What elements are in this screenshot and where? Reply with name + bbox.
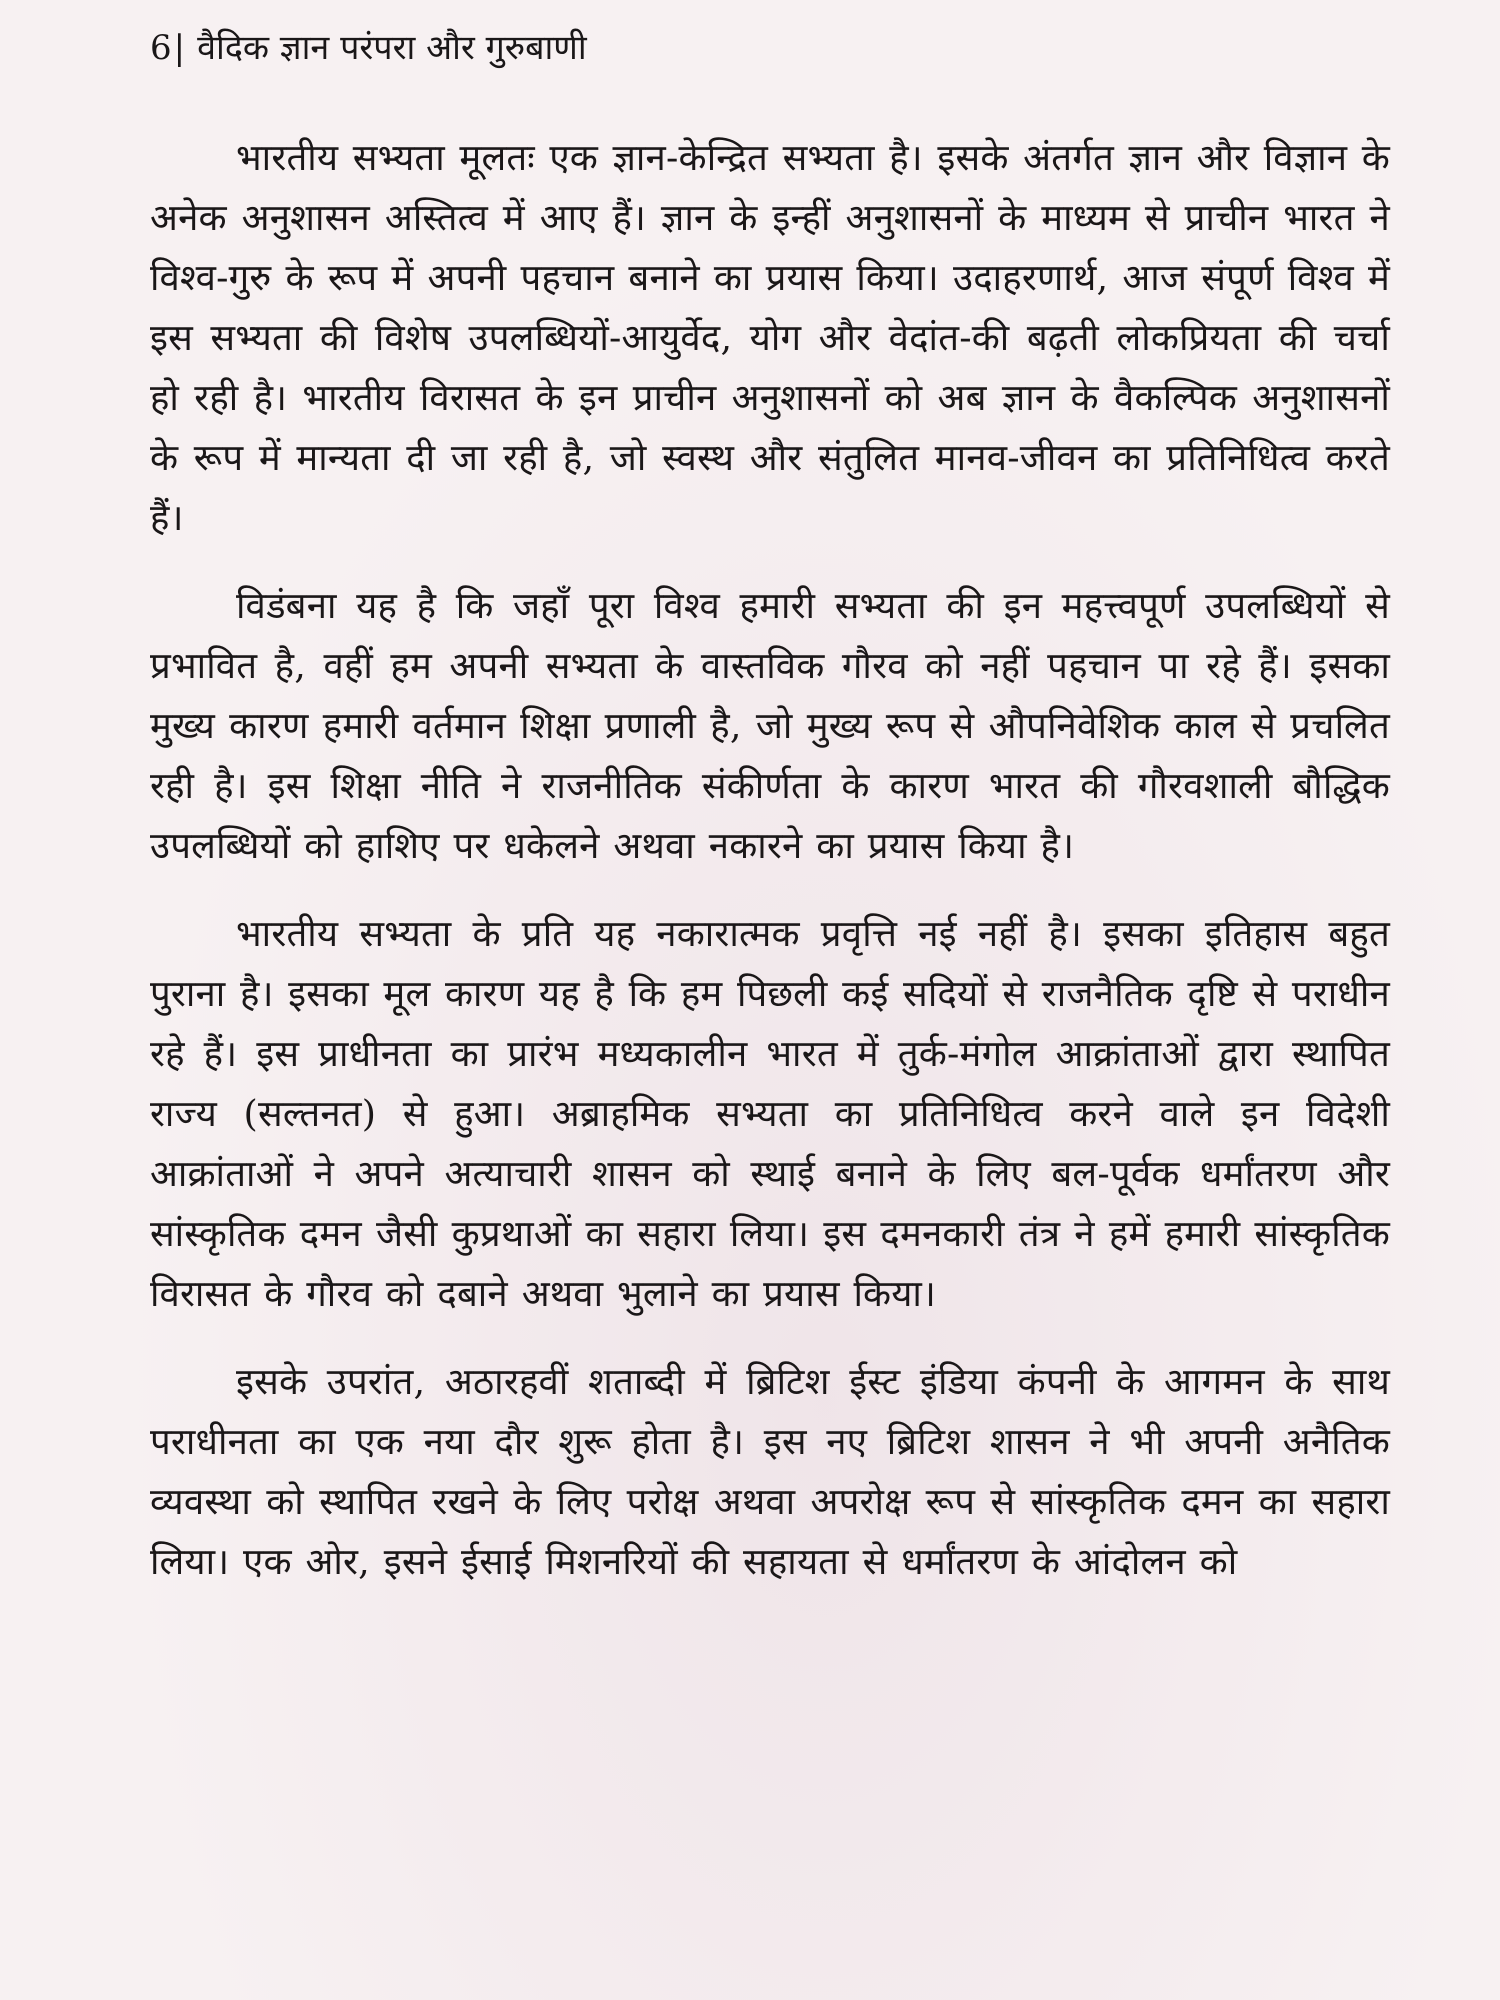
book-title: वैदिक ज्ञान परंपरा और गुरुबाणी bbox=[197, 28, 587, 68]
running-header bbox=[150, 24, 587, 72]
header-separator: | bbox=[173, 28, 186, 68]
paragraph-3: भारतीय सभ्यता के प्रति यह नकारात्मक प्रवृत्ति नई नहीं है। इसका इतिहास बहुत पुराना है। इसका मूल कारण यह है कि हम पिछली कई सदियों से राजनैतिक दृष्टि से पराधीन रहे हैं। इस प्राधीनता का प्रारंभ मध्यकालीन भारत में तुर्क-मंगोल आक्रांताओं द्वारा स्थापित राज्य (सल्तनत) से हुआ। अब्राहमिक सभ्यता का प्रतिनिधित्व करने वाले इन विदेशी आक्रांताओं ने अपने अत्याचारी शासन को स्थाई बनाने के लिए बल-पूर्वक धर्मांतरण और सांस्कृतिक दमन जैसी कुप्रथाओं का सहारा लिया। इस दमनकारी तंत्र ने हमें हमारी सांस्कृतिक विरासत के गौरव को दबाने अथवा भुलाने का प्रयास किया। bbox=[150, 912, 1390, 1315]
page-number: 6 bbox=[150, 28, 172, 68]
paragraph-2: विडंबना यह है कि जहाँ पूरा विश्व हमारी सभ्यता की इन महत्त्वपूर्ण उपलब्धियों से प्रभावित है, वहीं हम अपनी सभ्यता के वास्तविक गौरव को नहीं पहचान पा रहे हैं। इसका मुख्य कारण हमारी वर्तमान शिक्षा प्रणाली है, जो मुख्य रूप से औपनिवेशिक काल से प्रचलित रही है। इस शिक्षा नीति ने राजनीतिक संकीर्णता के कारण भारत की गौरवशाली बौद्धिक उपलब्धियों को हाशिए पर धकेलने अथवा नकारने का प्रयास किया है। bbox=[150, 584, 1390, 867]
paragraph-4: इसके उपरांत, अठारहवीं शताब्दी में ब्रिटिश ईस्ट इंडिया कंपनी के आगमन के साथ पराधीनता का एक नया दौर शुरू होता है। इस नए ब्रिटिश शासन ने भी अपनी अनैतिक व्यवस्था को स्थापित रखने के लिए परोक्ष अथवा अपरोक्ष रूप से सांस्कृतिक दमन का सहारा लिया। एक ओर, इसने ईसाई मिशनरियों की सहायता से धर्मांतरण के आंदोलन को bbox=[150, 1360, 1390, 1583]
paragraph-1: भारतीय सभ्यता मूलतः एक ज्ञान-केन्द्रित सभ्यता है। इसके अंतर्गत ज्ञान और विज्ञान के अनेक अनुशासन अस्तित्व में आए हैं। ज्ञान के इन्हीं अनुशासनों के माध्यम से प्राचीन भारत ने विश्व-गुरु के रूप में अपनी पहचान बनाने का प्रयास किया। उदाहरणार्थ, आज संपूर्ण विश्व में इस सभ्यता की विशेष उपलब्धियों-आयुर्वेद, योग और वेदांत-की बढ़ती लोकप्रियता की चर्चा हो रही है। भारतीय विरासत के इन प्राचीन अनुशासनों को अब ज्ञान के वैकल्पिक अनुशासनों के रूप में मान्यता दी जा रही है, जो स्वस्थ और संतुलित मानव-जीवन का प्रतिनिधित्व करते हैं। bbox=[150, 136, 1390, 539]
body-text bbox=[150, 128, 1390, 1620]
